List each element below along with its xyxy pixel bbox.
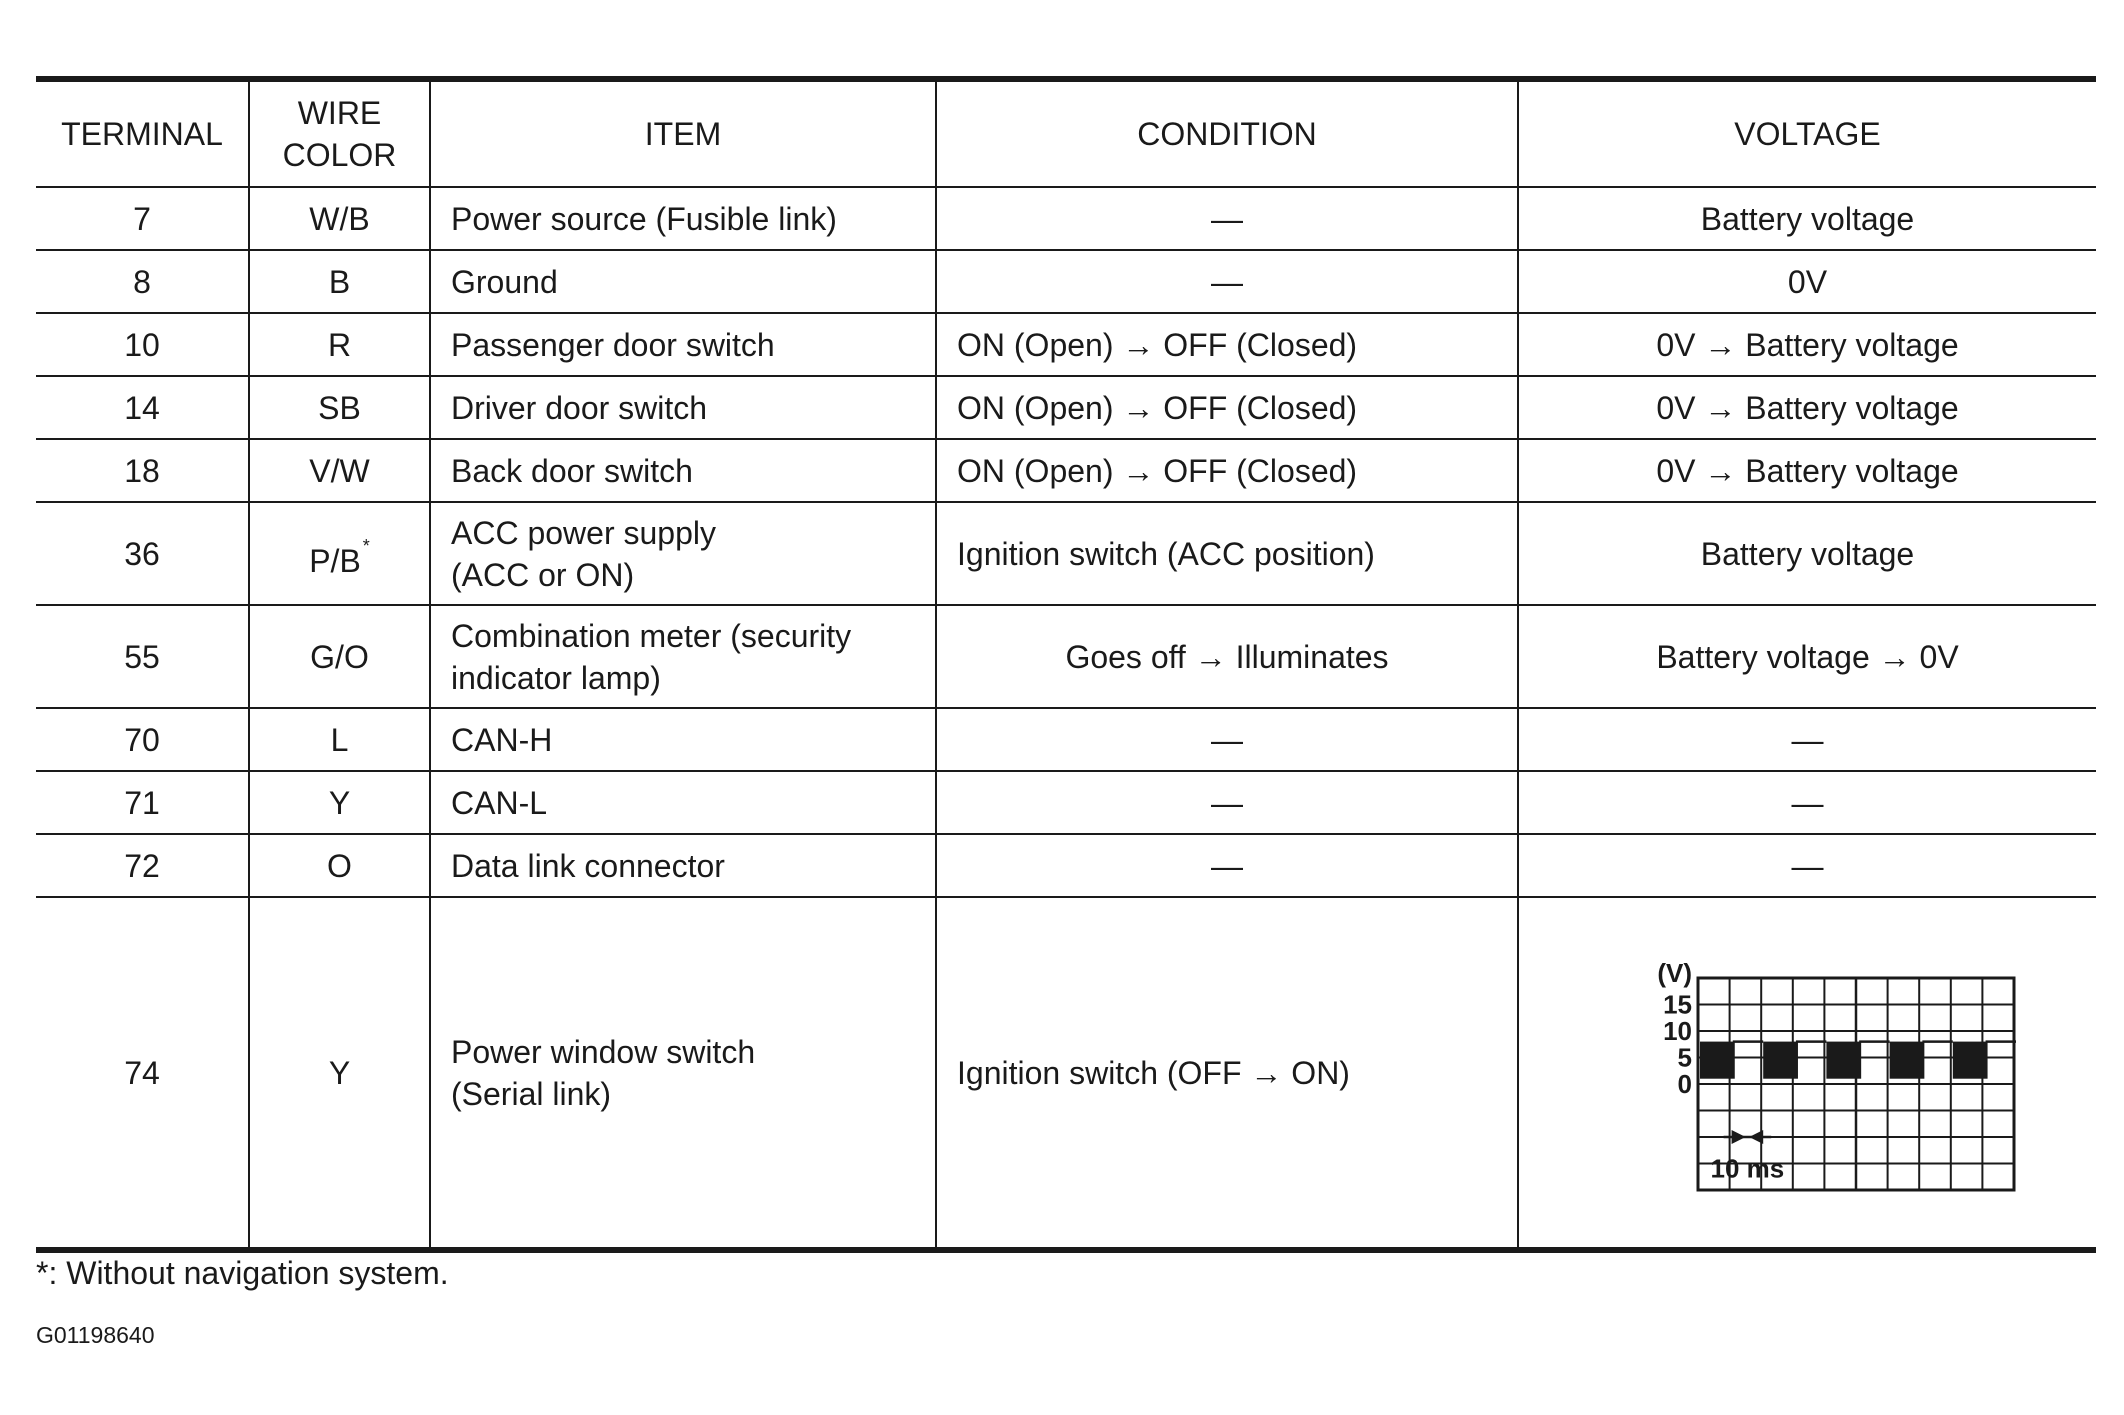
table-row — [36, 834, 2096, 897]
voltage-cell: 0V — [1518, 250, 2096, 313]
item-line: (ACC or ON) — [451, 556, 635, 593]
item-cell: CAN-L — [430, 771, 936, 834]
item-cell — [430, 502, 936, 605]
condition-cell: Goes off → Illuminates — [936, 605, 1518, 708]
wire-color-cell: O — [249, 834, 430, 897]
header-row — [36, 79, 2096, 187]
item-line: Combination meter (security — [451, 617, 852, 654]
table-row — [36, 439, 2096, 502]
condition-cell: Ignition switch (ACC position) — [936, 502, 1518, 605]
terminal-cell: 72 — [36, 834, 249, 897]
footnote-mark: * — [362, 536, 370, 556]
y-tick-label: 10 — [1662, 1015, 1692, 1046]
y-axis-unit: (V) — [1656, 957, 1692, 988]
condition-cell: ON (Open) → OFF (Closed) — [936, 313, 1518, 376]
voltage-cell: 0V → Battery voltage — [1518, 313, 2096, 376]
wire-color-cell: R — [249, 313, 430, 376]
item-cell: CAN-H — [430, 708, 936, 771]
wire-color-cell: V/W — [249, 439, 430, 502]
wire-color-cell: L — [249, 708, 430, 771]
terminal-cell: 70 — [36, 708, 249, 771]
terminal-table — [36, 76, 2096, 1253]
terminal-cell: 10 — [36, 313, 249, 376]
item-cell: Passenger door switch — [430, 313, 936, 376]
item-cell — [430, 605, 936, 708]
wire-color-cell: G/O — [249, 605, 430, 708]
terminal-cell: 14 — [36, 376, 249, 439]
wire-color-cell: B — [249, 250, 430, 313]
condition-cell: — — [936, 834, 1518, 897]
condition-cell: ON (Open) → OFF (Closed) — [936, 439, 1518, 502]
terminal-cell: 36 — [36, 502, 249, 605]
voltage-cell: Battery voltage — [1518, 187, 2096, 250]
condition-cell: — — [936, 771, 1518, 834]
y-tick-label: 0 — [1677, 1068, 1692, 1099]
terminal-cell: 18 — [36, 439, 249, 502]
terminal-cell: 71 — [36, 771, 249, 834]
item-line: (Serial link) — [451, 1075, 612, 1112]
item-cell — [430, 897, 936, 1250]
oscilloscope-waveform — [1598, 938, 2018, 1208]
table-row — [36, 897, 2096, 1250]
signal-burst — [1952, 1041, 1987, 1078]
wire-color-cell — [249, 502, 430, 605]
table-row — [36, 376, 2096, 439]
item-line: ACC power supply — [451, 514, 716, 551]
voltage-cell: — — [1518, 771, 2096, 834]
item-line: Power window switch — [451, 1033, 756, 1070]
table-row — [36, 771, 2096, 834]
table-row — [36, 502, 2096, 605]
condition-cell: Ignition switch (OFF → ON) — [936, 897, 1518, 1250]
y-tick-label: 15 — [1662, 989, 1692, 1019]
y-tick-label: 5 — [1677, 1042, 1692, 1072]
table-row — [36, 605, 2096, 708]
signal-burst — [1826, 1041, 1861, 1078]
terminal-cell: 55 — [36, 605, 249, 708]
header-wire-color: WIRE COLOR — [249, 79, 430, 187]
figure-id: G01198640 — [36, 1322, 155, 1348]
condition-cell: — — [936, 187, 1518, 250]
voltage-cell: — — [1518, 708, 2096, 771]
table-row — [36, 313, 2096, 376]
item-cell: Driver door switch — [430, 376, 936, 439]
item-cell: Back door switch — [430, 439, 936, 502]
signal-burst — [1889, 1041, 1924, 1078]
header-condition: CONDITION — [936, 79, 1518, 187]
terminal-cell: 8 — [36, 250, 249, 313]
voltage-cell: Battery voltage — [1518, 502, 2096, 605]
wire-color-cell: Y — [249, 897, 430, 1250]
footnote: *: Without navigation system. — [36, 1255, 449, 1291]
header-terminal: TERMINAL — [36, 79, 249, 187]
header-voltage: VOLTAGE — [1518, 79, 2096, 187]
voltage-cell: 0V → Battery voltage — [1518, 439, 2096, 502]
voltage-cell — [1518, 897, 2096, 1250]
item-cell: Data link connector — [430, 834, 936, 897]
table-row — [36, 250, 2096, 313]
voltage-cell: Battery voltage → 0V — [1518, 605, 2096, 708]
terminal-cell: 7 — [36, 187, 249, 250]
wire-color-cell: SB — [249, 376, 430, 439]
table-row — [36, 187, 2096, 250]
item-cell: Ground — [430, 250, 936, 313]
condition-cell: — — [936, 250, 1518, 313]
wire-color-cell: Y — [249, 771, 430, 834]
wire-color-cell: W/B — [249, 187, 430, 250]
signal-burst — [1700, 1041, 1735, 1078]
item-line: indicator lamp) — [451, 659, 661, 696]
signal-burst — [1763, 1041, 1798, 1078]
condition-cell: — — [936, 708, 1518, 771]
time-scale-label: 10 ms — [1710, 1153, 1784, 1183]
item-cell: Power source (Fusible link) — [430, 187, 936, 250]
time-scale-arrow — [1749, 1130, 1763, 1144]
header-item: ITEM — [430, 79, 936, 187]
voltage-cell: 0V → Battery voltage — [1518, 376, 2096, 439]
voltage-cell: — — [1518, 834, 2096, 897]
table-row — [36, 708, 2096, 771]
time-scale-arrow — [1731, 1130, 1745, 1144]
condition-cell: ON (Open) → OFF (Closed) — [936, 376, 1518, 439]
terminal-cell: 74 — [36, 897, 249, 1250]
wire-color-value: P/B — [309, 543, 361, 579]
